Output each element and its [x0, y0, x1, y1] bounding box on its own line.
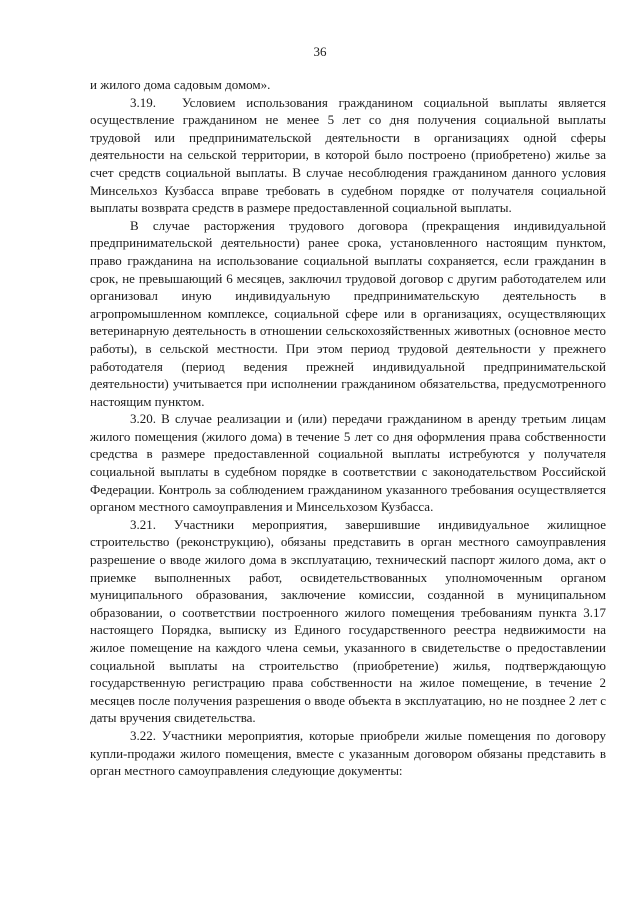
- paragraph-3-20: 3.20. В случае реализации и (или) передачи гражданином в аренду третьим лицам жилого помещения (жилого дома) в течение 5 лет со дня оформления права собственности средства в размере предоставленной социальной выплаты истребуются у получателя социальной выплаты в судебном порядке в соответствии с законодательством Российской Федерации. Контроль за соблюдением гражданином указанного требования осуществляется органом местного самоуправления и Минсельхозом Кузбасса.: [90, 411, 606, 515]
- document-body: [90, 76, 606, 780]
- paragraph-3-19: 3.19. Условием использования гражданином социальной выплаты является осуществление гражданином не менее 5 лет со дня получения социальной выплаты трудовой или предпринимательской деятельности в организациях одной сферы деятельности на сельской территории, в которой было построено (приобретено) жилье за счет средств социальной выплаты. В случае несоблюдения гражданином данного условия Минсельхоз Кузбасса вправе требовать в судебном порядке от получателя социальной выплаты возврата средств в размере предоставленной социальной выплаты.: [90, 94, 606, 216]
- paragraph-continuation: и жилого дома садовым домом».: [90, 77, 271, 92]
- paragraph-3-21: 3.21. Участники мероприятия, завершившие индивидуальное жилищное строительство (реконструкцию), обязаны представить в орган местного самоуправления разрешение о вводе жилого дома в эксплуатацию, технический паспорт жилого дома, акт о приемке выполненных работ, освидетельствованных уполномоченным органом муниципального образования, заключение комиссии, созданной в муниципальном образовании, о соответствии построенного жилого помещения требованиям пункта 3.17 настоящего Порядка, выписку из Единого государственного реестра недвижимости на жилое помещение на каждого члена семьи, указанного в свидетельстве о предоставлении социальной выплаты на строительство (приобретение) жилья, подтверждающую государственную регистрацию права собственности на жилое помещение, в течение 2 месяцев после получения разрешения о вводе объекта в эксплуатацию, но не позднее 2 лет с даты вручения свидетельства.: [90, 516, 606, 726]
- paragraph-3-19-termination: В случае расторжения трудового договора (прекращения индивидуальной предпринимательской деятельности) ранее срока, установленного настоящим пунктом, право гражданина на использование социальной выплаты сохраняется, если гражданин в срок, не превышающий 6 месяцев, заключил трудовой договор с другим работодателем или организовал иную индивидуальную предпринимательскую деятельность в агропромышленном комплексе, социальной сфере или в организациях, осуществляющих ветеринарную деятельность в отношении сельскохозяйственных животных (основное место работы), в сельской местности. При этом период трудовой деятельности у прежнего работодателя (период ведения прежней индивидуальной предпринимательской деятельности) учитывается при исполнении гражданином обязательства, предусмотренного настоящим пунктом.: [90, 217, 606, 409]
- paragraph-3-22: 3.22. Участники мероприятия, которые приобрели жилые помещения по договору купли-продажи жилого помещения, вместе с указанным договором обязаны представить в орган местного самоуправления следующие документы:: [90, 727, 606, 779]
- page-number: 36: [313, 44, 327, 59]
